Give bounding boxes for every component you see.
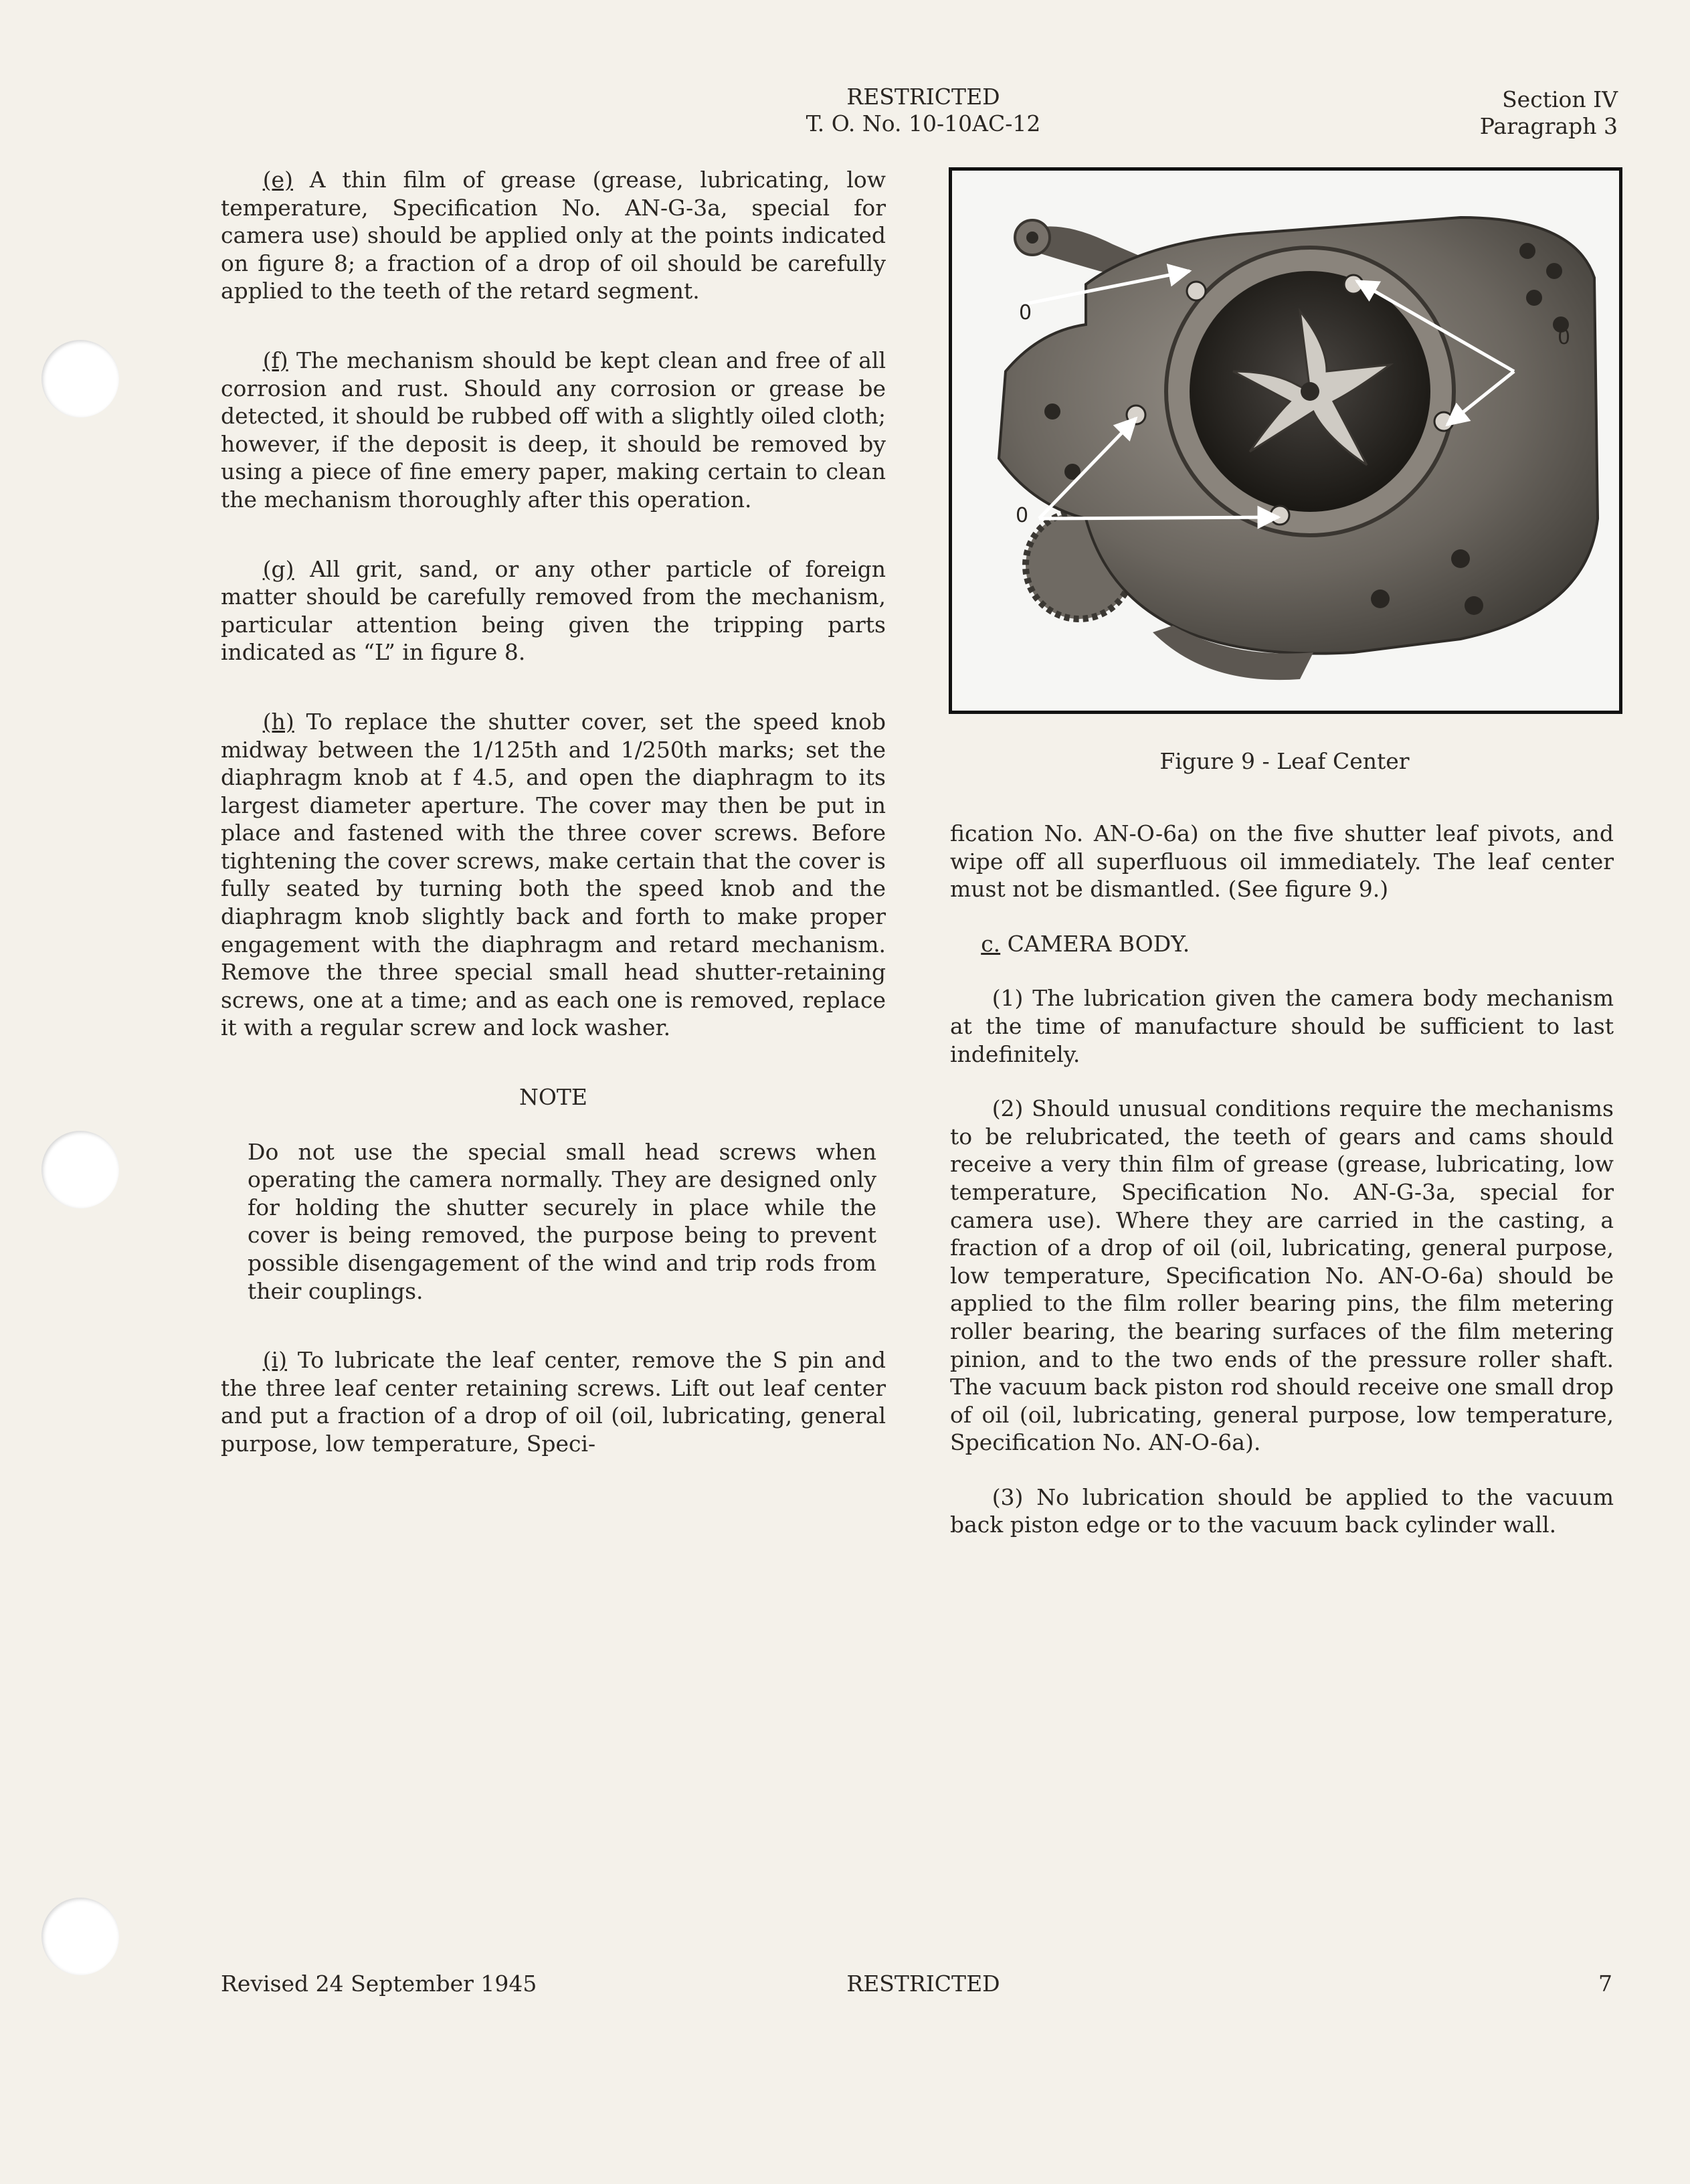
- figure-9-frame: [949, 167, 1622, 714]
- header-section: Section IV: [1502, 86, 1618, 112]
- header-restricted: RESTRICTED: [846, 84, 1000, 110]
- paragraph-c1: (1) The lubrication given the camera body mechanism at the time of manufacture should be sufficient to last indefinitely.: [950, 985, 1614, 1067]
- page-number: 7: [1598, 1971, 1612, 1997]
- paragraph-c3: (3) No lubrication should be applied to the vacuum back piston edge or to the vacuum back cylinder wall.: [950, 1483, 1614, 1538]
- callout-label-left: 0: [1019, 301, 1032, 325]
- header-to-number: T. O. No. 10-10AC-12: [806, 110, 1041, 136]
- paragraph-f-label: (f): [262, 347, 288, 373]
- footer-revised: Revised 24 September 1945: [221, 1971, 537, 1997]
- paragraph-f: [221, 347, 886, 514]
- callout-label-bottom: 0: [1016, 504, 1029, 527]
- binder-hole-top: [41, 340, 119, 418]
- paragraph-f-text: The mechanism should be kept clean and free of all corrosion and rust. Should any corrosion or grease be detected, it should be rubbed off with a slightly oiled cloth; however, if the deposit is deep, it should be removed by using a piece of fine emery paper, making certain to clean the mechanism thoroughly after this operation.: [221, 347, 886, 513]
- paragraph-i-text: To lubricate the leaf center, remove the S pin and the three leaf center retaining screws. Lift out leaf center and put a fraction of a drop of oil (oil, lubricating, general purpose, low temperature, Speci-: [221, 1347, 886, 1457]
- note-heading: NOTE: [519, 1084, 588, 1111]
- figure-caption: Figure 9 - Leaf Center: [1159, 748, 1410, 774]
- footer-restricted: RESTRICTED: [846, 1971, 1000, 1997]
- header-paragraph: Paragraph 3: [1479, 113, 1618, 139]
- left-column: [221, 166, 886, 1458]
- paragraph-c2: (2) Should unusual conditions require the mechanisms to be relubricated, the teeth of gears and cams should receive a very thin film of grease (grease, lubricating, low temperature, Specification No. AN-G-3a, special for camera use). Where they are carried in the casting, a fraction of a drop of oil (oil, lubricating, general purpose, low temperature, Specification No. AN-O-6a) should be applied to the film roller bearing pins, the film metering roller bearing, the bearing surfaces of the film metering pinion, and to the two ends of the pressure roller shaft. The vacuum back piston rod should receive one small drop of oil (oil, lubricating, general purpose, low temperature, Specification No. AN-O-6a).: [950, 1095, 1614, 1456]
- paragraph-h-label: (h): [262, 708, 294, 735]
- paragraph-h: [221, 708, 886, 1042]
- leaf-center-photo: [952, 171, 1619, 711]
- section-c-title: CAMERA BODY.: [1000, 930, 1190, 957]
- paragraph-e-text: A thin film of grease (grease, lubricating, low temperature, Specification No. AN-G-3a, special for camera use) should be applied only at the points indicated on figure 8; a fraction of a drop of oil should be carefully applied to the teeth of the retard segment.: [221, 167, 886, 304]
- binder-hole-middle: [41, 1131, 119, 1208]
- paragraph-e: [221, 166, 886, 305]
- paragraph-g-label: (g): [262, 555, 294, 582]
- binder-hole-bottom: [41, 1898, 119, 1975]
- callout-label-right: 0: [1558, 326, 1571, 349]
- paragraph-e-label: (e): [262, 167, 293, 193]
- paragraph-i-label: (i): [262, 1347, 287, 1374]
- paragraph-g-text: All grit, sand, or any other particle of foreign matter should be carefully removed from the mechanism, particular attention being given the tripping parts indicated as “L” in figure 8.: [221, 555, 886, 666]
- note-text: Do not use the special small head screws when operating the camera normally. They are designed only for holding the shutter securely in place while the cover is being removed, the purpose being to prevent possible disengagement of the wind and trip rods from their couplings.: [248, 1138, 876, 1304]
- right-column: [950, 820, 1614, 1539]
- paragraph-g: [221, 555, 886, 666]
- section-c-heading: [950, 930, 1614, 958]
- paragraph-h-text: To replace the shutter cover, set the speed knob midway between the 1/125th and 1/250th marks; set the diaphragm knob at f 4.5, and open the diaphragm to its largest diameter aperture. The cover may then be put in place and fastened with the three cover screws. Before tightening the cover screws, make certain that the cover is fully seated by turning both the speed knob and the diaphragm knob slightly back and forth to make proper engagement with the diaphragm and retard mechanism. Remove the three special small head shutter-retaining screws, one at a time; and as each one is removed, replace it with a regular screw and lock washer.: [221, 708, 886, 1041]
- section-c-label: c.: [981, 930, 1001, 957]
- paragraph-i-continued: fication No. AN-O-6a) on the five shutter leaf pivots, and wipe off all superfluous oil immediately. The leaf center must not be dismantled. (See figure 9.): [950, 820, 1614, 903]
- paragraph-i: [221, 1346, 886, 1457]
